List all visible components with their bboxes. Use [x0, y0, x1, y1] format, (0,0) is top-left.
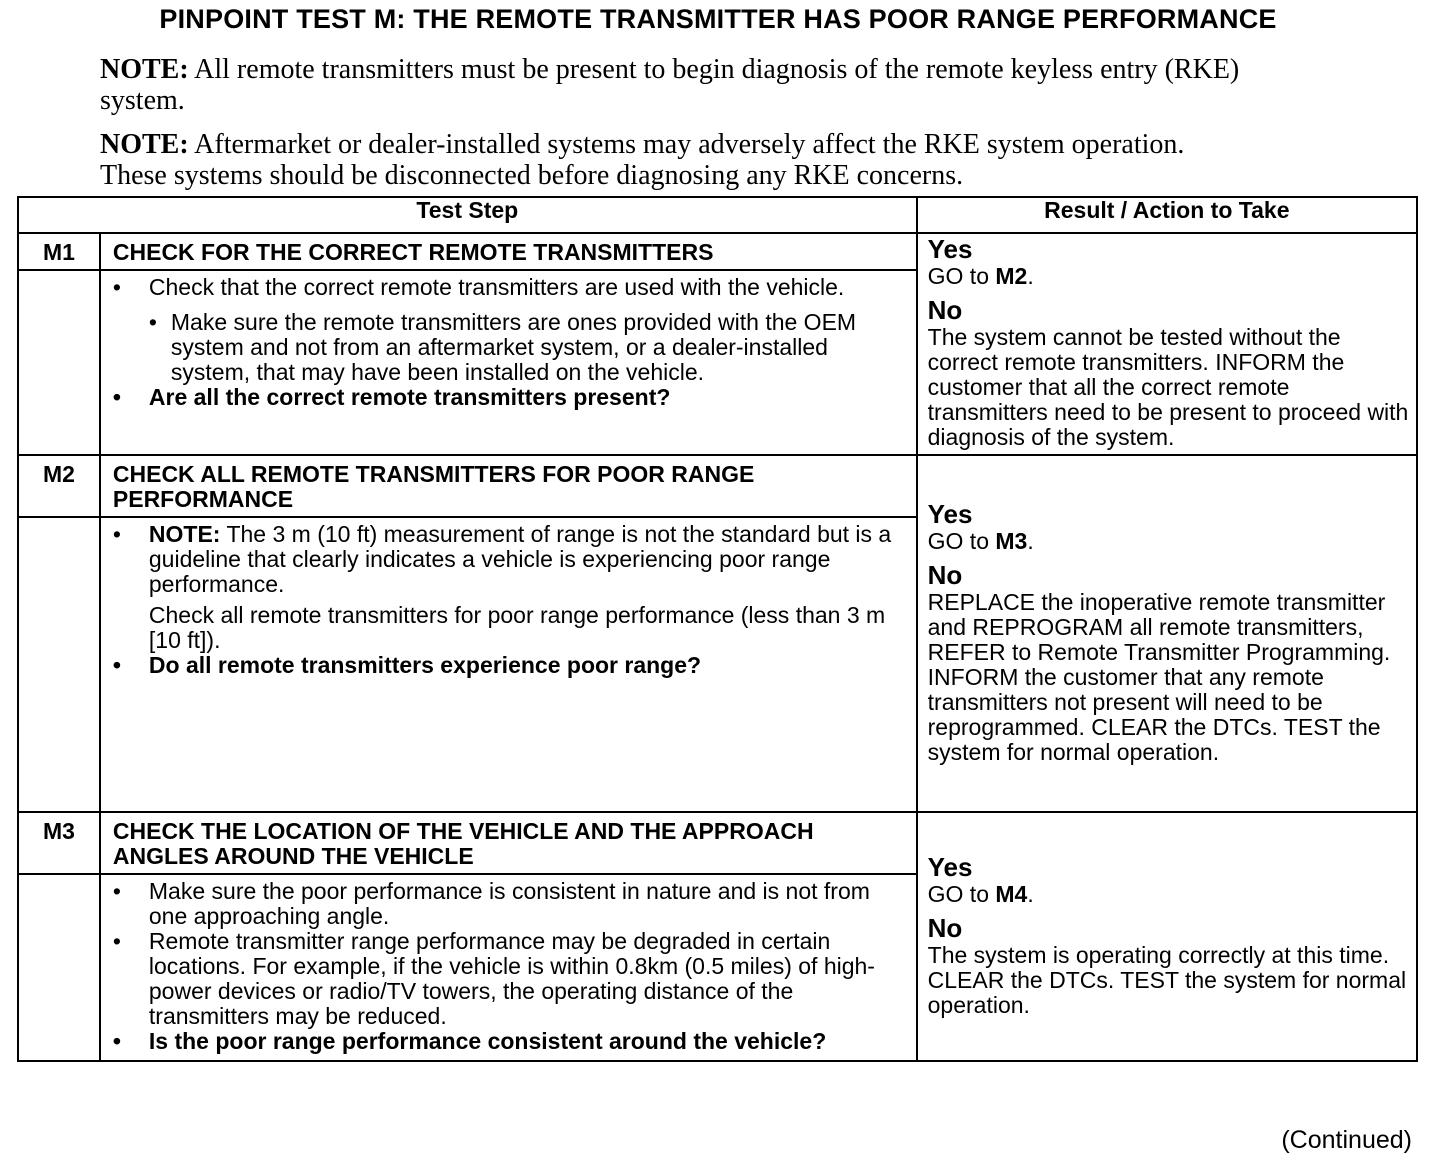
- result-cell-m3: [917, 812, 1417, 1061]
- step-note-bullet: • NOTE: The 3 m (10 ft) measurement of range is not the standard but is a guideline that clearly indicates a vehicle is experiencing poor range performance.: [149, 522, 896, 597]
- goto-step-link: M4: [995, 880, 1028, 907]
- continued-label: (Continued): [1281, 1126, 1412, 1154]
- step-title-m3: CHECK THE LOCATION OF THE VEHICLE AND THE APPROACH ANGLES AROUND THE VEHICLE: [100, 812, 917, 874]
- result-yes-action: GO to M4.: [927, 880, 1034, 907]
- result-no-label: No: [927, 912, 963, 943]
- step-id-spacer: [18, 874, 100, 1061]
- result-no-label: No: [927, 559, 963, 590]
- step-question: • Is the poor range performance consistent around the vehicle?: [149, 1029, 896, 1054]
- note-label: NOTE:: [148, 521, 221, 547]
- step-body-m2: [100, 517, 917, 812]
- note-label: NOTE:: [100, 129, 189, 160]
- note-aftermarket: [100, 129, 1230, 191]
- step-id-spacer: [18, 270, 100, 455]
- page-title: PINPOINT TEST M: THE REMOTE TRANSMITTER HAS POOR RANGE PERFORMANCE: [159, 4, 1277, 34]
- step-id-m1: M1: [18, 233, 100, 270]
- table-header-row: [18, 197, 1417, 233]
- step-title-m2: CHECK ALL REMOTE TRANSMITTERS FOR POOR RANGE PERFORMANCE: [100, 455, 917, 517]
- note-rke-presence: [100, 54, 1330, 116]
- step-bullet: • Make sure the poor performance is consistent in nature and is not from one approaching angle.: [149, 879, 896, 929]
- note-text: All remote transmitters must be present to begin diagnosis of the remote keyless entry (RKE) system.: [100, 54, 1240, 116]
- result-yes-label: Yes: [927, 498, 973, 529]
- result-no-action: The system cannot be tested without the correct remote transmitters. INFORM the customer that all the correct remote transmitters need to be present to proceed with diagnosis of the system.: [927, 324, 1409, 450]
- step-body-m1: [100, 270, 917, 455]
- goto-step-link: M2: [995, 263, 1028, 289]
- step-id-m2: M2: [18, 455, 100, 517]
- goto-step-link: M3: [995, 527, 1028, 554]
- step-title-m1: CHECK FOR THE CORRECT REMOTE TRANSMITTERS: [100, 233, 917, 270]
- result-cell-m1: [917, 233, 1417, 455]
- step-question: • Are all the correct remote transmitters present?: [149, 385, 896, 410]
- result-cell-m2: [917, 455, 1417, 812]
- result-no-action: The system is operating correctly at this time. CLEAR the DTCs. TEST the system for normal operation.: [927, 941, 1407, 1018]
- step-body-m3: [100, 874, 917, 1061]
- result-no-action: REPLACE the inoperative remote transmitter and REPROGRAM all remote transmitters, REFER to Remote Transmitter Programming.: [927, 588, 1391, 665]
- step-title-row-m1: [18, 233, 1417, 270]
- result-yes-action: GO to M3.: [927, 527, 1034, 554]
- pinpoint-test-table: [17, 196, 1418, 1062]
- note-label: NOTE:: [100, 54, 189, 85]
- header-test-step: Test Step: [18, 197, 917, 233]
- step-question: • Do all remote transmitters experience poor range?: [149, 653, 896, 678]
- step-bullet: Check all remote transmitters for poor range performance (less than 3 m [10 ft]).: [148, 602, 886, 653]
- step-title-row-m2: [18, 455, 1417, 517]
- step-sub-bullet: • Make sure the remote transmitters are ones provided with the OEM system and not from an aftermarket system, or a dealer-installed system, that may have been installed on the vehicle.: [149, 310, 896, 385]
- result-no-action-inform: INFORM the customer that any remote transmitters not present will need to be reprogrammed. CLEAR the DTCs. TEST the system for normal operation.: [927, 663, 1381, 765]
- result-yes-label: Yes: [927, 234, 973, 264]
- note-text: Aftermarket or dealer-installed systems may adversely affect the RKE system operation. These systems should be disconnected before diagnosing any RKE concerns.: [100, 129, 1185, 191]
- result-no-label: No: [927, 295, 963, 325]
- result-yes-action: GO to M2.: [927, 263, 1034, 289]
- step-bullet: • Remote transmitter range performance may be degraded in certain locations. For example, if the vehicle is within 0.8km (0.5 miles) of high-power devices or radio/TV towers, the operating distance of the transmitters may be reduced.: [149, 929, 896, 1029]
- result-yes-label: Yes: [927, 851, 973, 882]
- step-bullet: • Check that the correct remote transmitters are used with the vehicle.: [149, 275, 896, 300]
- header-result-action: Result / Action to Take: [917, 197, 1417, 233]
- step-title-row-m3: [18, 812, 1417, 874]
- step-id-spacer: [18, 517, 100, 812]
- step-id-m3: M3: [18, 812, 100, 874]
